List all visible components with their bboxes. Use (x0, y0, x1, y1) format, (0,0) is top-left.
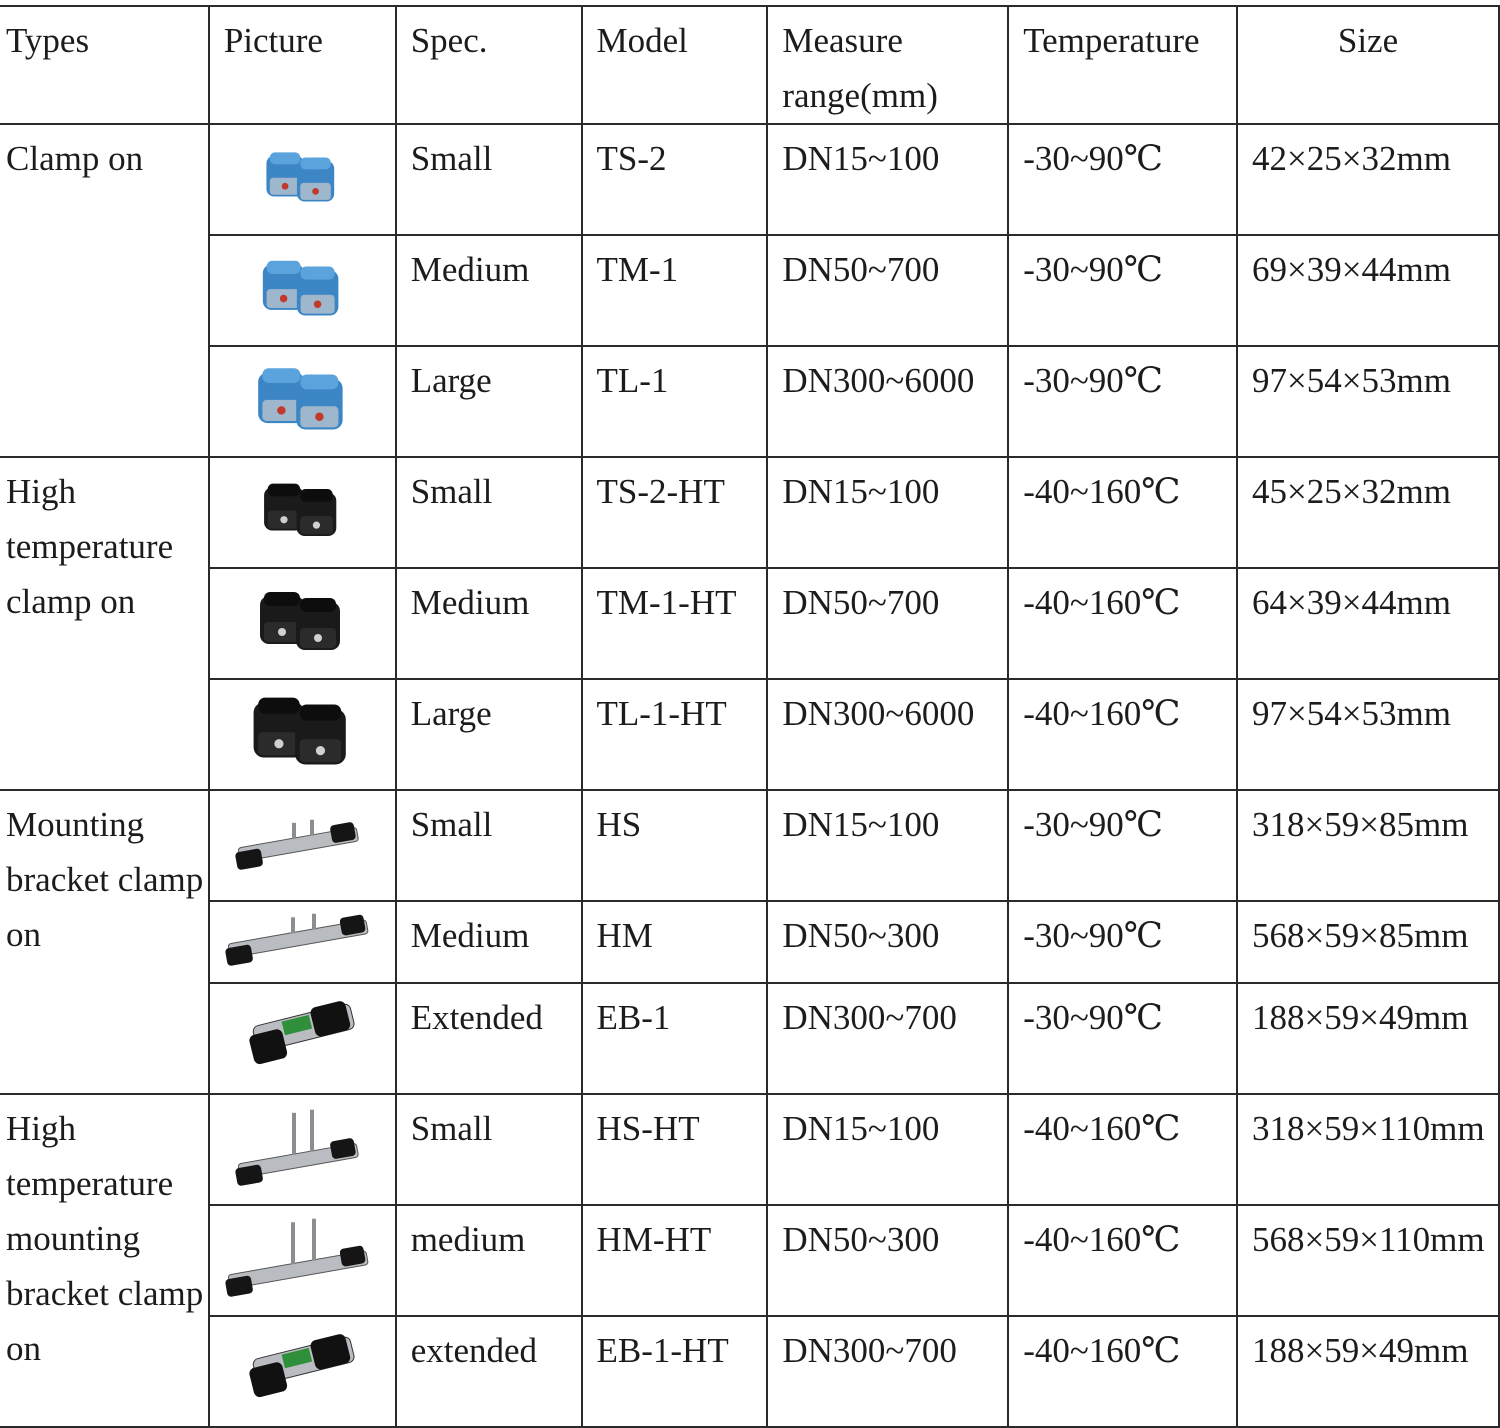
model-cell: TL-1-HT (582, 679, 768, 790)
size-cell: 42×25×32mm (1237, 124, 1499, 235)
range-cell: DN50~300 (767, 901, 1008, 983)
spec-cell: Small (396, 124, 582, 235)
size-cell: 568×59×110mm (1237, 1205, 1499, 1316)
type-cell: High temperature mounting bracket clamp on (0, 1094, 209, 1427)
blue-clamp-transducer-icon (210, 257, 395, 325)
range-cell: DN50~300 (767, 1205, 1008, 1316)
table-row (0, 983, 1499, 1094)
model-cell: EB-1-HT (582, 1316, 768, 1427)
spec-cell: Small (396, 1094, 582, 1205)
type-cell: High temperature clamp on (0, 457, 209, 790)
picture-cell (209, 679, 396, 790)
size-cell: 97×54×53mm (1237, 679, 1499, 790)
header-row (0, 6, 1499, 124)
table-row (0, 901, 1499, 983)
header-spec: Spec. (396, 6, 582, 124)
picture-cell (209, 1316, 396, 1427)
range-cell: DN300~6000 (767, 679, 1008, 790)
spec-cell: Extended (396, 983, 582, 1094)
spec-cell: Large (396, 346, 582, 457)
picture-cell (209, 901, 396, 983)
picture-cell (209, 790, 396, 901)
blue-clamp-transducer-icon (210, 149, 395, 210)
mounting-bracket-icon (210, 814, 395, 878)
black-clamp-transducer-icon (210, 480, 395, 545)
table-row (0, 235, 1499, 346)
high-temperature-bracket-icon (210, 1102, 395, 1198)
model-cell: TS-2 (582, 124, 768, 235)
size-cell: 568×59×85mm (1237, 901, 1499, 983)
header-measure-range: Measure range(mm) (767, 6, 1008, 124)
picture-cell (209, 1094, 396, 1205)
type-cell: Clamp on (0, 124, 209, 457)
table-row (0, 1094, 1499, 1205)
model-cell: HM (582, 901, 768, 983)
table-row (0, 457, 1499, 568)
size-cell: 318×59×85mm (1237, 790, 1499, 901)
spec-cell: Medium (396, 901, 582, 983)
spec-cell: Large (396, 679, 582, 790)
model-cell: HM-HT (582, 1205, 768, 1316)
model-cell: TS-2-HT (582, 457, 768, 568)
range-cell: DN15~100 (767, 790, 1008, 901)
black-clamp-transducer-icon (210, 588, 395, 660)
temperature-cell: -40~160℃ (1008, 1094, 1237, 1205)
temperature-cell: -30~90℃ (1008, 346, 1237, 457)
table-row (0, 124, 1499, 235)
type-cell: Mounting bracket clamp on (0, 790, 209, 1094)
model-cell: TM-1-HT (582, 568, 768, 679)
range-cell: DN15~100 (767, 457, 1008, 568)
picture-cell (209, 346, 396, 457)
extended-bracket-icon (210, 1332, 395, 1412)
spec-cell: Small (396, 790, 582, 901)
spec-cell: Medium (396, 568, 582, 679)
spec-cell: Small (396, 457, 582, 568)
model-cell: HS (582, 790, 768, 901)
model-cell: TM-1 (582, 235, 768, 346)
picture-cell (209, 235, 396, 346)
spec-cell: extended (396, 1316, 582, 1427)
temperature-cell: -30~90℃ (1008, 901, 1237, 983)
picture-cell (209, 568, 396, 679)
extended-bracket-icon (210, 999, 395, 1079)
picture-cell (209, 1205, 396, 1316)
size-cell: 188×59×49mm (1237, 1316, 1499, 1427)
temperature-cell: -40~160℃ (1008, 1316, 1237, 1427)
range-cell: DN300~700 (767, 983, 1008, 1094)
model-cell: HS-HT (582, 1094, 768, 1205)
range-cell: DN15~100 (767, 124, 1008, 235)
temperature-cell: -30~90℃ (1008, 790, 1237, 901)
table-row (0, 679, 1499, 790)
temperature-cell: -30~90℃ (1008, 235, 1237, 346)
temperature-cell: -30~90℃ (1008, 983, 1237, 1094)
header-types: Types (0, 6, 209, 124)
transducer-spec-table (0, 5, 1500, 1428)
header-temperature: Temperature (1008, 6, 1237, 124)
temperature-cell: -40~160℃ (1008, 568, 1237, 679)
table-row (0, 346, 1499, 457)
model-cell: TL-1 (582, 346, 768, 457)
table-row (0, 1316, 1499, 1427)
blue-clamp-transducer-icon (210, 364, 395, 440)
temperature-cell: -40~160℃ (1008, 679, 1237, 790)
size-cell: 64×39×44mm (1237, 568, 1499, 679)
picture-cell (209, 457, 396, 568)
range-cell: DN15~100 (767, 1094, 1008, 1205)
range-cell: DN300~700 (767, 1316, 1008, 1427)
header-size: Size (1237, 6, 1499, 124)
size-cell: 45×25×32mm (1237, 457, 1499, 568)
table-row (0, 1205, 1499, 1316)
size-cell: 97×54×53mm (1237, 346, 1499, 457)
picture-cell (209, 124, 396, 235)
range-cell: DN50~700 (767, 568, 1008, 679)
temperature-cell: -30~90℃ (1008, 124, 1237, 235)
table-row (0, 568, 1499, 679)
spec-cell: medium (396, 1205, 582, 1316)
size-cell: 188×59×49mm (1237, 983, 1499, 1094)
size-cell: 69×39×44mm (1237, 235, 1499, 346)
model-cell: EB-1 (582, 983, 768, 1094)
black-clamp-transducer-icon (210, 693, 395, 776)
header-picture: Picture (209, 6, 396, 124)
long-mounting-bracket-icon (210, 910, 395, 974)
size-cell: 318×59×110mm (1237, 1094, 1499, 1205)
header-model: Model (582, 6, 768, 124)
picture-cell (209, 983, 396, 1094)
table-row (0, 790, 1499, 901)
range-cell: DN300~6000 (767, 346, 1008, 457)
temperature-cell: -40~160℃ (1008, 1205, 1237, 1316)
range-cell: DN50~700 (767, 235, 1008, 346)
long-high-temperature-bracket-icon (210, 1213, 395, 1309)
temperature-cell: -40~160℃ (1008, 457, 1237, 568)
spec-cell: Medium (396, 235, 582, 346)
